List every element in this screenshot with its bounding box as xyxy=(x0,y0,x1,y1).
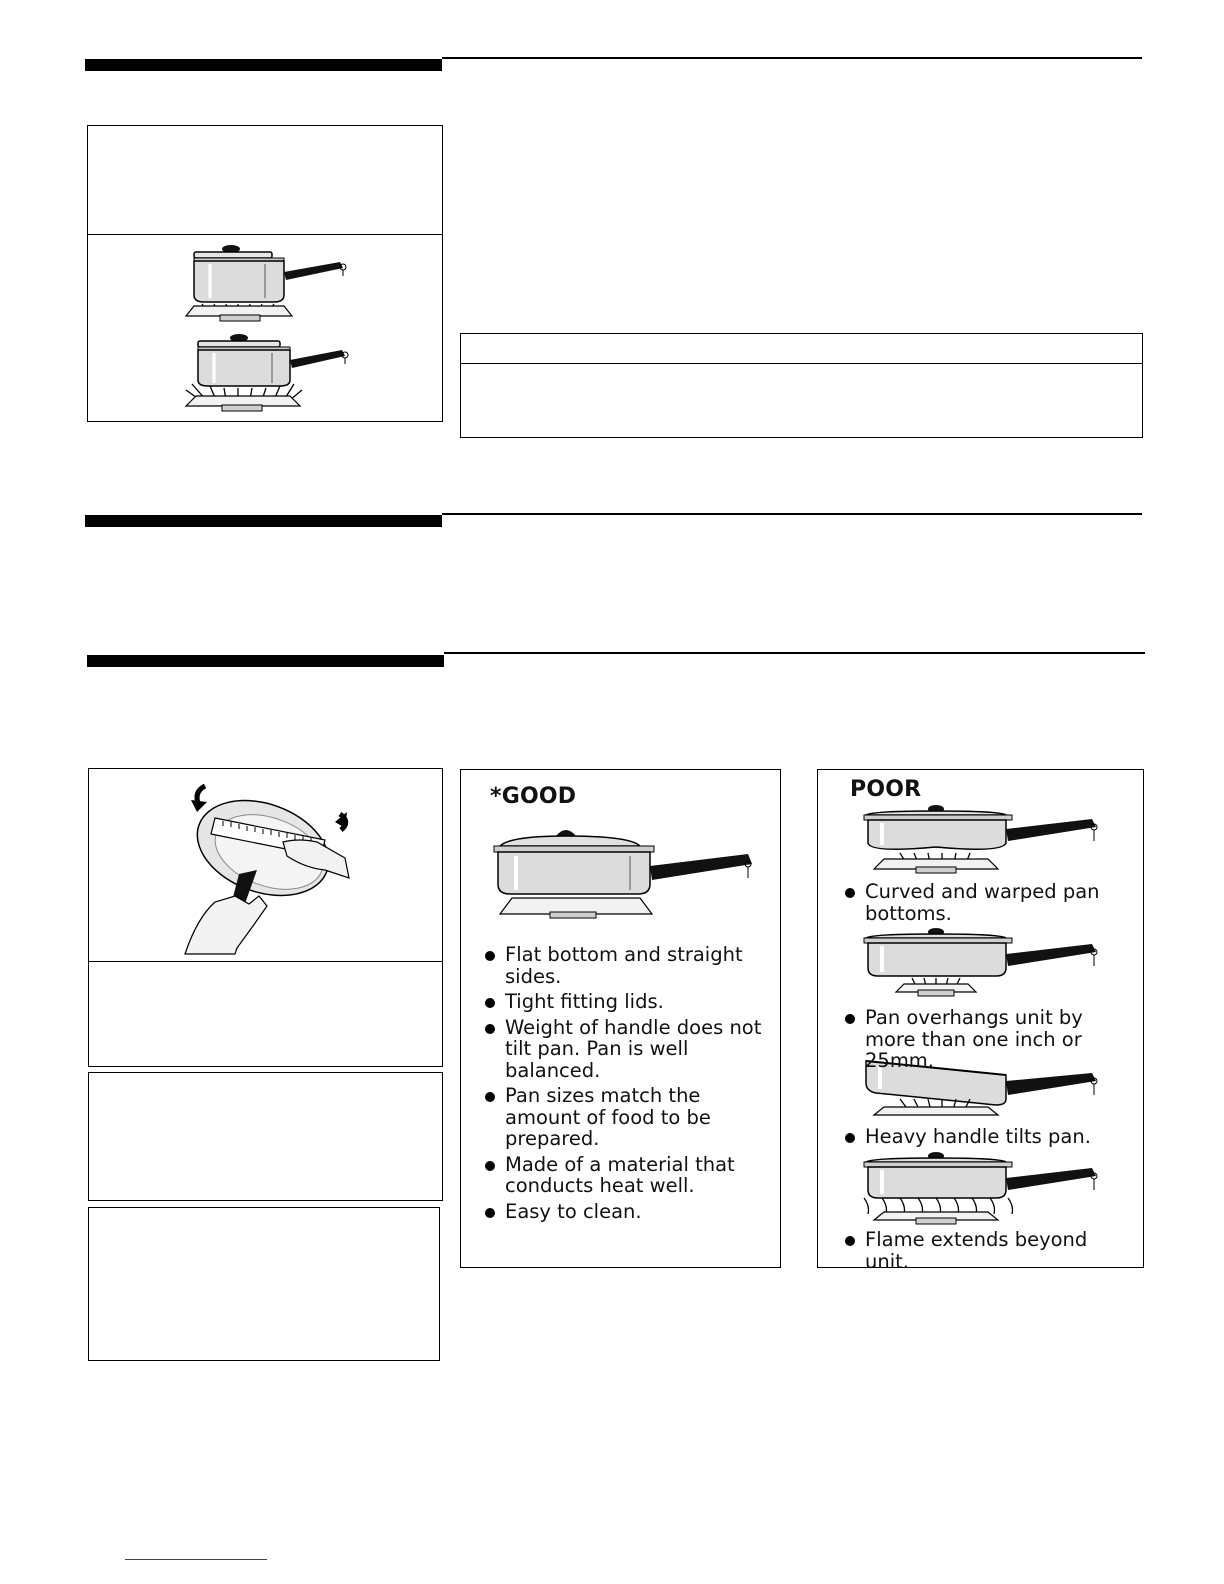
tip-box-2 xyxy=(88,1207,440,1361)
list-item: Easy to clean. xyxy=(483,1201,768,1223)
saucepan-on-burner-icon xyxy=(180,330,360,415)
section-rule-thin-2 xyxy=(442,513,1142,515)
poor-panel-title: POOR xyxy=(850,777,922,802)
list-item: Weight of handle does not tilt pan. Pan is well balanced. xyxy=(483,1017,768,1082)
skillet-on-burner-icon xyxy=(860,803,1110,875)
pan-flatness-check-icon xyxy=(175,778,365,956)
good-panel-title: *GOOD xyxy=(490,784,577,809)
list-item: Pan sizes match the amount of food to be prepared. xyxy=(483,1085,768,1150)
list-item: Heavy handle tilts pan. xyxy=(843,1126,1128,1148)
section-rule-thin-1 xyxy=(442,57,1142,59)
footer-link-underline[interactable] xyxy=(125,1559,267,1560)
list-item: Made of a material that conducts heat well. xyxy=(483,1154,768,1197)
saucepan-box-divider xyxy=(87,234,443,235)
poor-list-4 xyxy=(843,1229,1128,1276)
section-rule-thick-2 xyxy=(85,515,442,527)
poor-list-2 xyxy=(843,1007,1128,1076)
section-rule-thin-3 xyxy=(444,652,1145,654)
saucepan-on-burner-icon xyxy=(180,240,360,325)
note-box-divider xyxy=(460,363,1143,364)
poor-list-3 xyxy=(843,1126,1128,1152)
skillet-on-burner-icon xyxy=(860,926,1110,998)
good-list xyxy=(483,944,768,1226)
section-rule-thick-3 xyxy=(87,655,444,667)
list-item: Curved and warped pan bottoms. xyxy=(843,881,1128,924)
list-item: Tight fitting lids. xyxy=(483,991,768,1013)
note-box xyxy=(460,333,1143,438)
list-item: Pan overhangs unit by more than one inch or 25mm. xyxy=(843,1007,1128,1072)
tip-box-1 xyxy=(88,1072,443,1201)
skillet-on-burner-icon xyxy=(860,1150,1110,1226)
poor-list-1 xyxy=(843,881,1128,928)
list-item: Flat bottom and straight sides. xyxy=(483,944,768,987)
list-item: Flame extends beyond unit. xyxy=(843,1229,1128,1272)
section-rule-thick-1 xyxy=(85,59,442,71)
pan-check-box-divider xyxy=(88,961,443,962)
skillet-on-burner-icon xyxy=(490,826,760,918)
